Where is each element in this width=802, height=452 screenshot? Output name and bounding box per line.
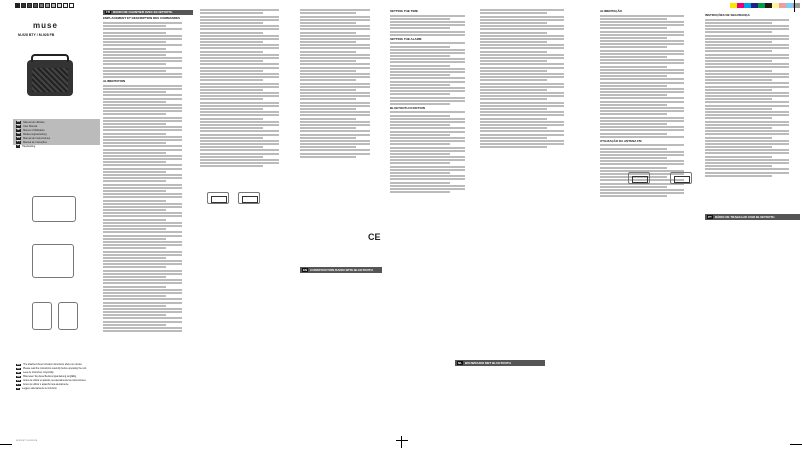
subheading: BLUETOOTH FUNCTION (390, 105, 425, 110)
language-item: DE Bedienungsanleitung (17, 133, 47, 136)
crop-mark (794, 0, 795, 12)
ce-mark: CE (368, 232, 381, 242)
column-pt-2 (705, 12, 800, 178)
warning-item: IT Leggere attentamente le istruzioni. (17, 388, 58, 390)
language-item: NL Manuel d'Utilisation (17, 129, 45, 132)
section-header: NL BOUWRADIO MET BLUETOOTH (455, 360, 545, 366)
column-nl (480, 8, 575, 149)
language-item: FR User Manual (17, 125, 38, 128)
column-fr (103, 8, 193, 333)
section-header: FR RADIO DE CHANTIER AVEC BLUETOOTH (103, 10, 193, 15)
language-item: ES Manual de Instrucciones (17, 137, 51, 140)
warning-item: FR Please read the instructions carefully before operating the unit. (17, 368, 87, 370)
cover-page (0, 0, 100, 452)
section-header: PT RÁDIO DE TRABALHO COM BLUETOOTH (705, 214, 800, 220)
model-number: M-928 BTY / M-928 FB (18, 33, 55, 37)
subheading: ALIMENTATION (103, 79, 126, 84)
display-figure (207, 192, 229, 204)
warning-item: DE Bitte lesen Sie diese Bedienungsanleitung sorgfältig. (17, 376, 77, 378)
language-item: IT Handleiding (17, 145, 36, 148)
radio-illustration (27, 60, 73, 96)
column-pt (600, 8, 695, 199)
display-figure (670, 172, 692, 184)
diagram-side-right (58, 302, 78, 330)
warning-list (16, 364, 96, 392)
subheading: INSTRUÇÕES DE SEGURANÇA (705, 13, 750, 17)
crop-mark (401, 436, 402, 448)
column-en-2 (390, 8, 475, 194)
column-fr-2 (200, 8, 290, 169)
crop-mark (396, 440, 408, 441)
color-bar (730, 3, 800, 8)
brand-logo: muse (33, 21, 58, 30)
footer-code: M-928 BTY M-928 FB (16, 440, 38, 442)
warning-item: PT Antes de utilizar o aparelho leia atentamente. (17, 384, 70, 386)
crop-mark (0, 444, 12, 445)
diagram-top (32, 244, 74, 278)
display-figure (628, 172, 650, 184)
warning-item: EN The attached sheet includes instructions about our device. (17, 364, 83, 366)
diagram-front (32, 196, 76, 222)
language-item: PT Manual de Instruções (17, 141, 47, 144)
subheading: SETTING THE TIME (390, 9, 418, 13)
display-figure (238, 192, 260, 204)
subheading: SETTING THE ALARM (390, 36, 422, 41)
language-list (13, 119, 100, 148)
section-header: EN CONSTRUCTION RADIO WITH BLUETOOTH (300, 267, 382, 273)
warning-item: ES Antes de utilizar el aparato, lea atentamente las instrucciones. (17, 380, 87, 382)
subheading: EMPLACEMENT ET DESCRIPTION DES COMMANDES (103, 16, 181, 21)
warning-item: NL Lees de instructies zorgvuldig. (17, 372, 54, 374)
language-item: EN Manual de Utilizare (17, 121, 45, 124)
gray-swatches (15, 3, 74, 8)
column-en (300, 8, 380, 159)
crop-mark (790, 444, 802, 445)
subheading: ALIMENTAÇÃO (600, 9, 622, 13)
diagram-side-left (32, 302, 52, 330)
subheading: UTILIZAÇÃO DA ANTENA FM (600, 138, 642, 143)
